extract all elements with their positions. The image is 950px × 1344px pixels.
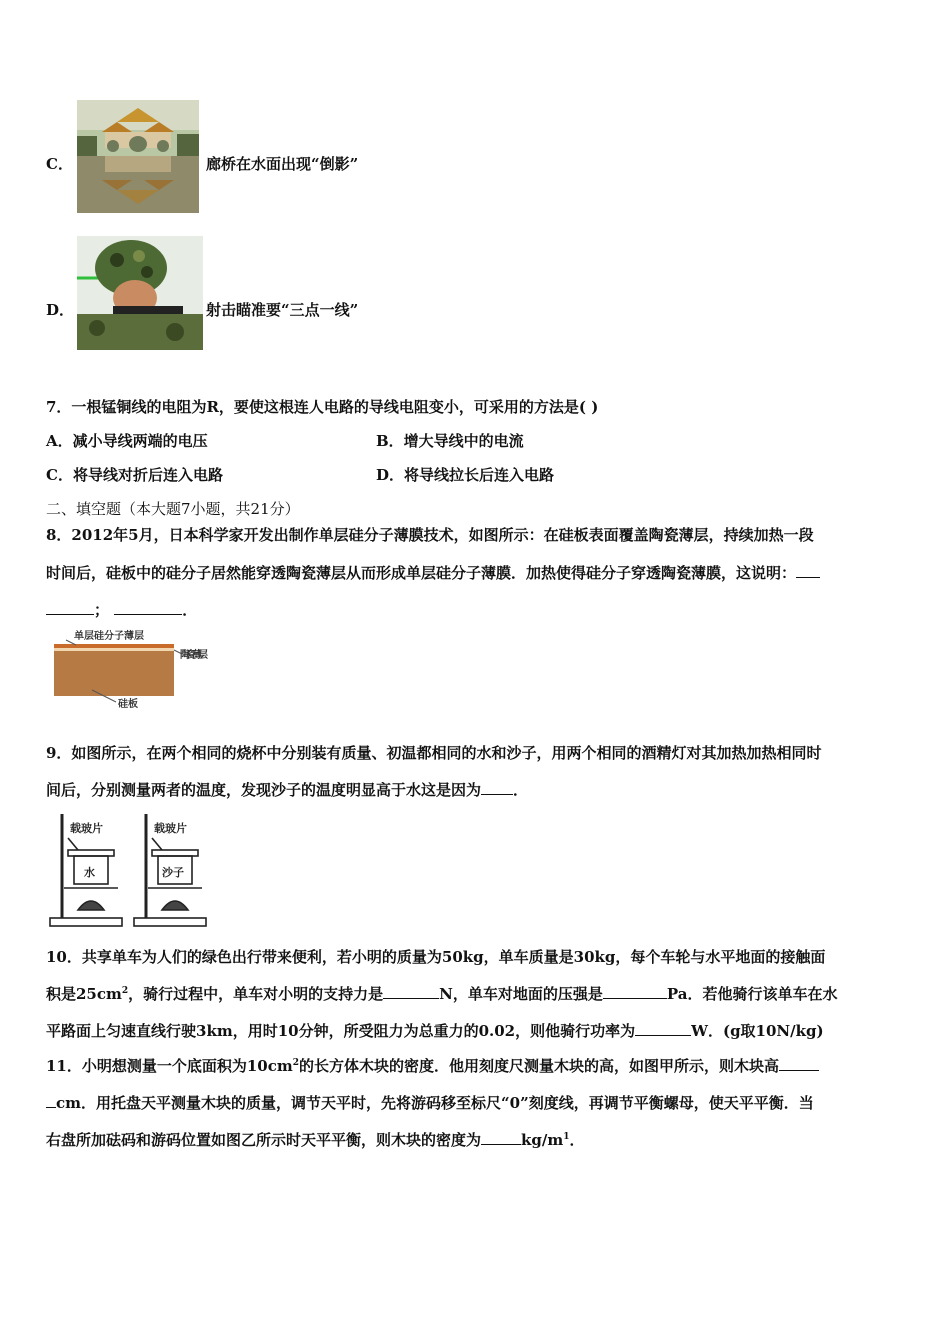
q8-line3: ； ． xyxy=(46,599,197,620)
q7-option-b: B．增大导线中的电流 xyxy=(376,432,524,450)
q11-line1: 11．小明想测量一个底面积为$10cm^2$的长方体木块的密度．他用刻度尺测量木块的高，如图甲所示，则木块高 xyxy=(46,1055,819,1076)
q10-blank-3[interactable] xyxy=(635,1021,691,1036)
bridge-reflection-image xyxy=(77,100,199,213)
q8-blank-1b[interactable] xyxy=(46,600,94,615)
option-d-letter: D． xyxy=(46,301,75,319)
option-c-text: 廊桥在水面出现“倒影” xyxy=(206,155,359,173)
q9-line2: 间后，分别测量两者的温度，发现沙子的温度明显高于水这是因为 ． xyxy=(46,781,529,799)
fig-right-top: 载玻片 xyxy=(154,822,187,835)
fig-left-content: 水 xyxy=(84,866,95,879)
q9-line1: 9．如图所示，在两个相同的烧杯中分别装有质量、初温都相同的水和沙子，用两个相同的酒精灯对其加热加热相同时 xyxy=(46,744,822,762)
q10-line2: 积是$25cm^2$，骑行过程中，单车对小明的支持力是 N，单车对地面的压强是 Pa．若他骑行该单车在水 xyxy=(46,985,838,1003)
fig-right-content: 沙子 xyxy=(162,866,184,879)
q7-option-a: A．减小导线两端的电压 xyxy=(46,432,208,450)
q8-line2: 时间后，硅板中的硅分子居然能穿透陶瓷薄层从而形成单层硅分子薄膜．加热使得硅分子穿透陶瓷薄膜，这说明： xyxy=(46,562,820,583)
q8-blank-2[interactable] xyxy=(114,600,182,615)
fig-label-side: 陶瓷薄层 xyxy=(180,650,208,661)
fig-left-top: 载玻片 xyxy=(70,822,103,835)
q10-blank-1[interactable] xyxy=(383,984,439,999)
q11-blank-1a[interactable] xyxy=(779,1056,819,1071)
silicon-film-figure xyxy=(46,626,212,710)
option-d-text: 射击瞄准要“三点一线” xyxy=(206,301,359,319)
q10-line3: 平路面上匀速直线行驶3km，用时10分钟，所受阻力为总重力的0.02，则他骑行功率为 W．(g取10N/kg) xyxy=(46,1022,824,1040)
q10-blank-2[interactable] xyxy=(603,984,667,999)
q11-blank-1b[interactable] xyxy=(46,1093,56,1108)
fig-label-top: 单层硅分子薄层 xyxy=(74,631,144,642)
soldier-aiming-image xyxy=(77,236,203,350)
option-c-letter: C． xyxy=(46,155,73,173)
fig-label-bottom: 硅板 xyxy=(118,699,138,710)
q8-blank-1a[interactable] xyxy=(796,563,820,578)
q11-blank-2[interactable] xyxy=(481,1130,521,1145)
q7-stem: 7．一根锰铜线的电阻为R，要使这根连人电路的导线电阻变小，可采用的方法是( ) xyxy=(46,398,599,416)
q11-line3: 右盘所加砝码和游码位置如图乙所示时天平平衡，则木块的密度为 $kg/m^1$． xyxy=(46,1131,585,1149)
q9-blank[interactable] xyxy=(481,780,513,795)
beaker-heating-figure xyxy=(48,808,210,932)
q10-line1: 10．共享单车为人们的绿色出行带来便利，若小明的质量为50kg，单车质量是30kg，每个车轮与水平地面的接触面 xyxy=(46,948,826,966)
q7-option-d: D．将导线拉长后连入电路 xyxy=(376,466,555,484)
q7-option-c: C．将导线对折后连入电路 xyxy=(46,466,223,484)
section-title: 二、填空题（本大题7小题，共21分） xyxy=(46,500,300,518)
q8-line1: 8．2012年5月，日本科学家开发出制作单层硅分子薄膜技术，如图所示：在硅板表面覆盖陶瓷薄层，持续加热一段 xyxy=(46,526,814,544)
q11-line2: cm．用托盘天平测量木块的质量，调节天平时，先将游码移至标尺“0”刻度线，再调节平衡螺母，使天平平衡．当 xyxy=(46,1092,814,1113)
